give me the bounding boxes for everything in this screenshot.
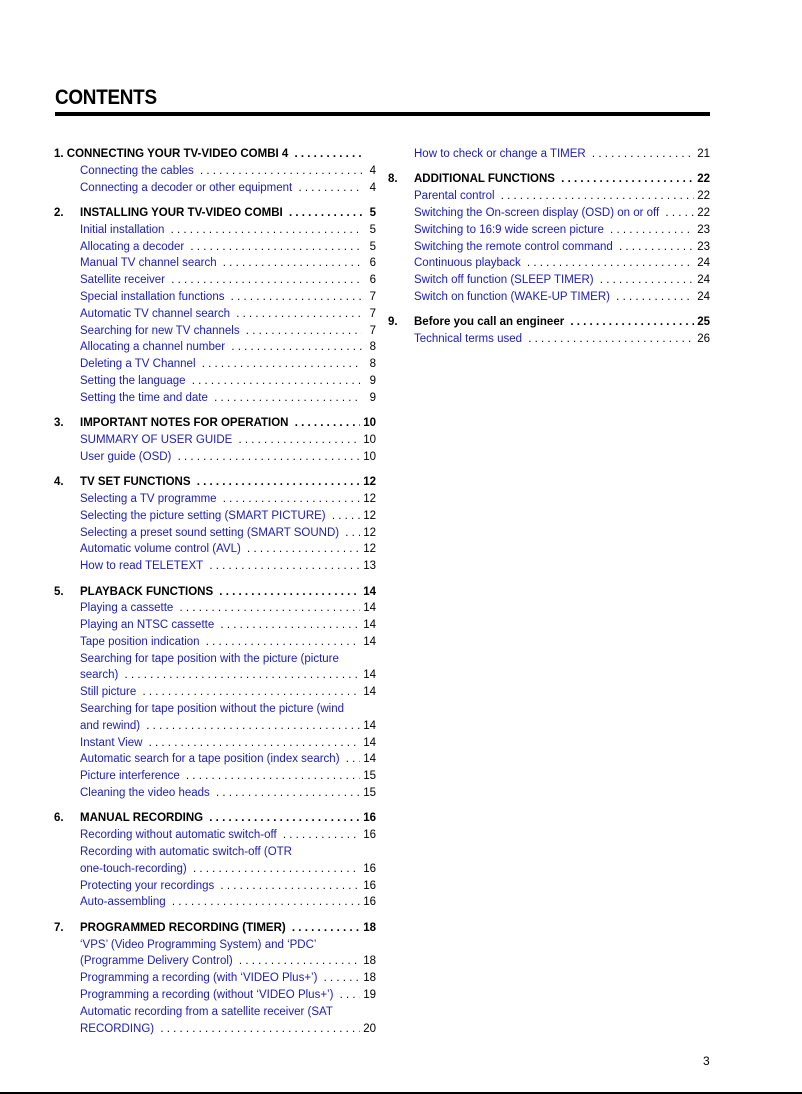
toc-entry[interactable]: [54, 735, 376, 752]
toc-entry-text: Allocating a decoder: [80, 241, 187, 253]
toc-entry-leader: [80, 558, 362, 575]
toc-entry-text: Selecting the picture setting (SMART PICTURE): [80, 510, 329, 522]
toc-entry-page: 7: [367, 289, 376, 306]
toc-entry-text: Connecting a decoder or other equipment: [80, 182, 295, 194]
section-title-leader: [54, 146, 362, 163]
toc-entry-text: Programming a recording (without ‘VIDEO Plus+’): [80, 989, 336, 1001]
toc-entry[interactable]: [54, 306, 376, 323]
section-heading[interactable]: [388, 171, 710, 188]
toc-entry-leader: [80, 634, 362, 651]
section-spacer: [54, 575, 376, 584]
toc-entry-leader: [80, 667, 362, 684]
toc-entry-leader: [414, 239, 696, 256]
section-page: 22: [694, 171, 710, 188]
toc-entry-text: User guide (OSD): [80, 451, 174, 463]
section-spacer: [54, 466, 376, 475]
toc-entry[interactable]: [54, 617, 376, 634]
toc-entry-leader: [80, 508, 362, 525]
section-number: 2.: [54, 206, 64, 219]
toc-entry-text: Playing an NTSC cassette: [80, 619, 217, 631]
toc-entry-text: How to check or change a TIMER: [414, 148, 589, 160]
toc-entry-text: Switching the remote control command: [414, 241, 616, 253]
toc-entry-text: one-touch-recording): [80, 863, 190, 875]
section-spacer: [388, 306, 710, 315]
toc-entry-page: 7: [367, 306, 376, 323]
toc-entry-leader: [414, 188, 696, 205]
toc-entry-leader: [414, 222, 696, 239]
toc-entry[interactable]: [54, 634, 376, 651]
toc-entry-text: Manual TV channel search: [80, 257, 220, 269]
toc-entry-leader: [414, 272, 696, 289]
toc-entry-text: Programming a recording (with ‘VIDEO Plus+’): [80, 972, 320, 984]
toc-entry[interactable]: [54, 222, 376, 239]
section-heading[interactable]: [54, 920, 376, 937]
section-spacer: [54, 911, 376, 920]
section-title: ADDITIONAL FUNCTIONS: [414, 173, 558, 185]
section-heading[interactable]: [54, 146, 376, 163]
toc-entry-page: 4: [367, 180, 376, 197]
section-title: TV SET FUNCTIONS: [80, 476, 194, 488]
toc-entry-leader: [80, 844, 362, 861]
section-title-leader: [414, 314, 696, 331]
toc-entry-leader: [80, 323, 362, 340]
toc-entry-leader: [80, 1004, 362, 1021]
toc-entry-leader: [80, 735, 362, 752]
toc-entry-leader: [80, 600, 362, 617]
toc-entry-page: 22: [694, 205, 710, 222]
section-title: PLAYBACK FUNCTIONS: [80, 586, 216, 598]
toc-entry[interactable]: [54, 541, 376, 558]
section-number: 8.: [388, 173, 398, 186]
toc-entry[interactable]: [54, 356, 376, 373]
toc-entry[interactable]: [388, 272, 710, 289]
toc-entry-page: 24: [694, 255, 710, 272]
toc-entry-page: 9: [367, 390, 376, 407]
toc-entry-text: Still picture: [80, 686, 139, 698]
toc-entry-text: Automatic volume control (AVL): [80, 543, 244, 555]
section-page: 18: [360, 920, 376, 937]
toc-entry-page: 23: [694, 239, 710, 256]
toc-entry-text: Connecting the cables: [80, 165, 197, 177]
toc-entry-leader: [80, 180, 362, 197]
toc-entry[interactable]: [54, 827, 376, 844]
toc-entry-text: Allocating a channel number: [80, 341, 228, 353]
toc-entry[interactable]: [54, 558, 376, 575]
section-spacer: [54, 407, 376, 416]
toc-entry-text: Selecting a preset sound setting (SMART SOUND): [80, 527, 342, 539]
page-number: 3: [703, 1054, 710, 1068]
section-number: 6.: [54, 812, 64, 825]
toc-entry[interactable]: [388, 289, 710, 306]
toc-entry[interactable]: [54, 878, 376, 895]
toc-entry-text: Setting the time and date: [80, 392, 211, 404]
toc-entry-leader: [80, 432, 362, 449]
toc-entry[interactable]: [54, 861, 376, 878]
section-title: MANUAL RECORDING: [80, 812, 206, 824]
toc-entry[interactable]: [54, 751, 376, 768]
toc-entry-leader: [80, 718, 362, 735]
toc-entry-text: Searching for tape position without the picture (wind: [80, 703, 347, 715]
toc-entry-page: 5: [367, 222, 376, 239]
toc-entry-page: 23: [694, 222, 710, 239]
toc-entry-text: Cleaning the video heads: [80, 787, 213, 799]
toc-entry-leader: [80, 222, 362, 239]
toc-entry-leader: [80, 785, 362, 802]
toc-entry-leader: [80, 878, 362, 895]
toc-entry-page: 18: [360, 953, 376, 970]
toc-entry-leader: [80, 163, 362, 180]
section-spacer: [54, 802, 376, 811]
toc-entry-text: RECORDING): [80, 1023, 157, 1035]
section-title-leader: [80, 474, 362, 491]
toc-left-column: [54, 146, 376, 1037]
toc-entry-leader: [80, 970, 362, 987]
toc-entry[interactable]: [54, 272, 376, 289]
toc-entry-page: 10: [360, 432, 376, 449]
toc-entry[interactable]: [54, 768, 376, 785]
section-spacer: [54, 196, 376, 205]
toc-entry-leader: [80, 953, 362, 970]
toc-entry-text: Switch on function (WAKE-UP TIMER): [414, 291, 613, 303]
toc-entry-text: Technical terms used: [414, 333, 525, 345]
toc-entry-page: 12: [360, 508, 376, 525]
toc-entry-leader: [80, 390, 362, 407]
section-number: 4.: [54, 476, 64, 489]
section-page: 14: [360, 584, 376, 601]
toc-entry-leader: [80, 894, 362, 911]
toc-entry-page: 21: [694, 146, 710, 163]
section-title: INSTALLING YOUR TV-VIDEO COMBI: [80, 207, 286, 219]
toc-entry-text: Deleting a TV Channel: [80, 358, 199, 370]
toc-entry-leader: [80, 239, 362, 256]
section-number: 7.: [54, 921, 64, 934]
toc-entry-leader: [80, 373, 362, 390]
toc-entry[interactable]: [54, 701, 376, 718]
toc-entry[interactable]: [54, 651, 376, 668]
section-page: 16: [360, 810, 376, 827]
toc-entry[interactable]: [54, 844, 376, 861]
toc-entry-text: How to read TELETEXT: [80, 560, 206, 572]
toc-entry-leader: [80, 525, 362, 542]
toc-entry-page: 18: [360, 970, 376, 987]
toc-entry[interactable]: [54, 894, 376, 911]
toc-entry-text: Tape position indication: [80, 636, 203, 648]
toc-entry-page: 7: [367, 323, 376, 340]
toc-entry[interactable]: [54, 1004, 376, 1021]
toc-entry[interactable]: [54, 953, 376, 970]
toc-entry-page: 10: [360, 449, 376, 466]
toc-entry[interactable]: [54, 323, 376, 340]
toc-entry-leader: [414, 255, 696, 272]
toc-entry-text: Initial installation: [80, 224, 167, 236]
toc-entry-text: ‘VPS’ (Video Programming System) and ‘PDC’: [80, 939, 319, 951]
toc-entry-leader: [80, 701, 362, 718]
section-title-leader: [80, 810, 362, 827]
section-title: PROGRAMMED RECORDING (TIMER): [80, 922, 289, 934]
section-page: 5: [367, 205, 376, 222]
toc-entry-page: 6: [367, 255, 376, 272]
toc-entry-leader: [414, 146, 696, 163]
toc-entry-page: 14: [360, 684, 376, 701]
toc-entry[interactable]: [54, 180, 376, 197]
toc-entry-leader: [80, 651, 362, 668]
toc-entry-leader: [80, 449, 362, 466]
section-title-leader: [80, 584, 362, 601]
toc-entry-text: Instant View: [80, 737, 145, 749]
toc-entry-text: Continuous playback: [414, 257, 524, 269]
toc-entry-page: 22: [694, 188, 710, 205]
toc-entry[interactable]: [54, 432, 376, 449]
toc-entry-page: 12: [360, 525, 376, 542]
toc-entry[interactable]: [54, 373, 376, 390]
toc-entry-leader: [80, 1021, 362, 1038]
toc-entry-page: 12: [360, 491, 376, 508]
toc-entry-leader: [80, 684, 362, 701]
toc-entry-text: Satellite receiver: [80, 274, 168, 286]
toc-entry-leader: [80, 541, 362, 558]
toc-entry[interactable]: [54, 600, 376, 617]
toc-entry-leader: [414, 289, 696, 306]
toc-entry-text: Searching for new TV channels: [80, 325, 243, 337]
toc-entry-page: 8: [367, 339, 376, 356]
toc-entry[interactable]: [54, 339, 376, 356]
toc-entry-text: Special installation functions: [80, 291, 227, 303]
section-heading[interactable]: [54, 415, 376, 432]
section-title: IMPORTANT NOTES FOR OPERATION: [80, 417, 292, 429]
toc-entry-text: Auto-assembling: [80, 896, 169, 908]
toc-entry-page: 14: [360, 735, 376, 752]
toc-entry-page: 14: [360, 718, 376, 735]
toc-entry-page: 4: [367, 163, 376, 180]
toc-entry-text: Automatic TV channel search: [80, 308, 233, 320]
toc-entry[interactable]: [388, 146, 710, 163]
toc-entry-page: 15: [360, 768, 376, 785]
toc-entry[interactable]: [54, 987, 376, 1004]
toc-entry-page: 16: [360, 878, 376, 895]
toc-entry-text: Picture interference: [80, 770, 183, 782]
toc-entry-page: 9: [367, 373, 376, 390]
toc-entry-text: Parental control: [414, 190, 498, 202]
section-number: 9.: [388, 316, 398, 329]
toc-entry-leader: [414, 205, 696, 222]
toc-entry-leader: [80, 289, 362, 306]
section-heading[interactable]: [388, 314, 710, 331]
toc-entry-text: Automatic recording from a satellite receiver (SAT: [80, 1006, 336, 1018]
toc-entry-leader: [80, 937, 362, 954]
toc-entry-leader: [80, 768, 362, 785]
toc-entry-leader: [80, 751, 362, 768]
toc-entry[interactable]: [54, 718, 376, 735]
toc-entry-leader: [80, 272, 362, 289]
toc-entry-text: Searching for tape position with the picture (picture: [80, 653, 342, 665]
section-heading[interactable]: [54, 584, 376, 601]
toc-entry[interactable]: [388, 222, 710, 239]
toc-entry-leader: [80, 617, 362, 634]
toc-entry-text: Recording with automatic switch-off (OTR: [80, 846, 295, 858]
section-number: 5.: [54, 585, 64, 598]
toc-entry-leader: [80, 861, 362, 878]
toc-entry-text: SUMMARY OF USER GUIDE: [80, 434, 235, 446]
toc-entry-page: 14: [360, 617, 376, 634]
toc-entry-page: 14: [360, 634, 376, 651]
toc-entry[interactable]: [54, 390, 376, 407]
toc-entry-page: 8: [367, 356, 376, 373]
toc-entry-page: 16: [360, 827, 376, 844]
section-number: 3.: [54, 417, 64, 430]
toc-entry[interactable]: [388, 255, 710, 272]
toc-entry-text: Setting the language: [80, 375, 189, 387]
title-rule: [55, 112, 710, 116]
toc-entry-page: 14: [360, 751, 376, 768]
page-title: CONTENTS: [55, 86, 157, 109]
toc-entry-text: Switch off function (SLEEP TIMER): [414, 274, 597, 286]
toc-entry-page: 19: [360, 987, 376, 1004]
section-title: 1. CONNECTING YOUR TV-VIDEO COMBI 4: [54, 148, 291, 160]
toc-entry-leader: [80, 306, 362, 323]
toc-entry[interactable]: [54, 667, 376, 684]
toc-entry-text: search): [80, 669, 121, 681]
toc-entry[interactable]: [388, 331, 710, 348]
toc-entry-leader: [80, 987, 362, 1004]
toc-entry[interactable]: [54, 785, 376, 802]
toc-entry[interactable]: [388, 239, 710, 256]
toc-entry-page: 12: [360, 541, 376, 558]
toc-entry-text: (Programme Delivery Control): [80, 955, 236, 967]
section-heading[interactable]: [54, 474, 376, 491]
toc-entry[interactable]: [54, 684, 376, 701]
toc-entry-leader: [80, 356, 362, 373]
toc-entry[interactable]: [54, 255, 376, 272]
toc-entry-page: 5: [367, 239, 376, 256]
toc-entry[interactable]: [54, 937, 376, 954]
toc-entry-page: 16: [360, 894, 376, 911]
toc-entry-page: 6: [367, 272, 376, 289]
section-title-leader: [80, 415, 362, 432]
toc-entry[interactable]: [54, 1021, 376, 1038]
section-title-leader: [80, 920, 362, 937]
toc-entry[interactable]: [54, 239, 376, 256]
section-page: 12: [360, 474, 376, 491]
toc-entry-text: Switching to 16:9 wide screen picture: [414, 224, 607, 236]
section-page: 25: [694, 314, 710, 331]
toc-entry[interactable]: [54, 970, 376, 987]
toc-entry-leader: [414, 331, 696, 348]
toc-entry[interactable]: [388, 205, 710, 222]
section-title-leader: [80, 205, 362, 222]
toc-entry-text: Switching the On-screen display (OSD) on or off: [414, 207, 662, 219]
toc-entry-leader: [80, 255, 362, 272]
toc-entry-page: 16: [360, 861, 376, 878]
toc-entry-page: 24: [694, 272, 710, 289]
toc-entry[interactable]: [54, 289, 376, 306]
toc-entry-text: Automatic search for a tape position (index search): [80, 753, 343, 765]
toc-entry-text: and rewind): [80, 720, 143, 732]
toc-entry[interactable]: [54, 525, 376, 542]
toc-entry-leader: [80, 827, 362, 844]
toc-entry-leader: [80, 339, 362, 356]
toc-entry-page: 14: [360, 667, 376, 684]
toc-entry[interactable]: [54, 163, 376, 180]
section-title-leader: [414, 171, 696, 188]
toc-right-column: [388, 146, 710, 348]
toc-entry-page: 20: [360, 1021, 376, 1038]
toc-entry-page: 14: [360, 600, 376, 617]
section-heading[interactable]: [54, 205, 376, 222]
toc-entry[interactable]: [388, 188, 710, 205]
section-heading[interactable]: [54, 810, 376, 827]
section-spacer: [388, 163, 710, 172]
toc-entry-text: Selecting a TV programme: [80, 493, 220, 505]
toc-entry-text: Protecting your recordings: [80, 880, 217, 892]
toc-entry-leader: [80, 491, 362, 508]
section-title: Before you call an engineer: [414, 316, 567, 328]
toc-entry-page: 26: [694, 331, 710, 348]
toc-entry-page: 24: [694, 289, 710, 306]
toc-entry-text: Recording without automatic switch-off: [80, 829, 280, 841]
toc-entry-text: Playing a cassette: [80, 602, 176, 614]
toc-entry[interactable]: [54, 508, 376, 525]
toc-entry[interactable]: [54, 491, 376, 508]
section-page: 10: [360, 415, 376, 432]
toc-entry-page: 13: [360, 558, 376, 575]
toc-entry[interactable]: [54, 449, 376, 466]
toc-entry-page: 15: [360, 785, 376, 802]
